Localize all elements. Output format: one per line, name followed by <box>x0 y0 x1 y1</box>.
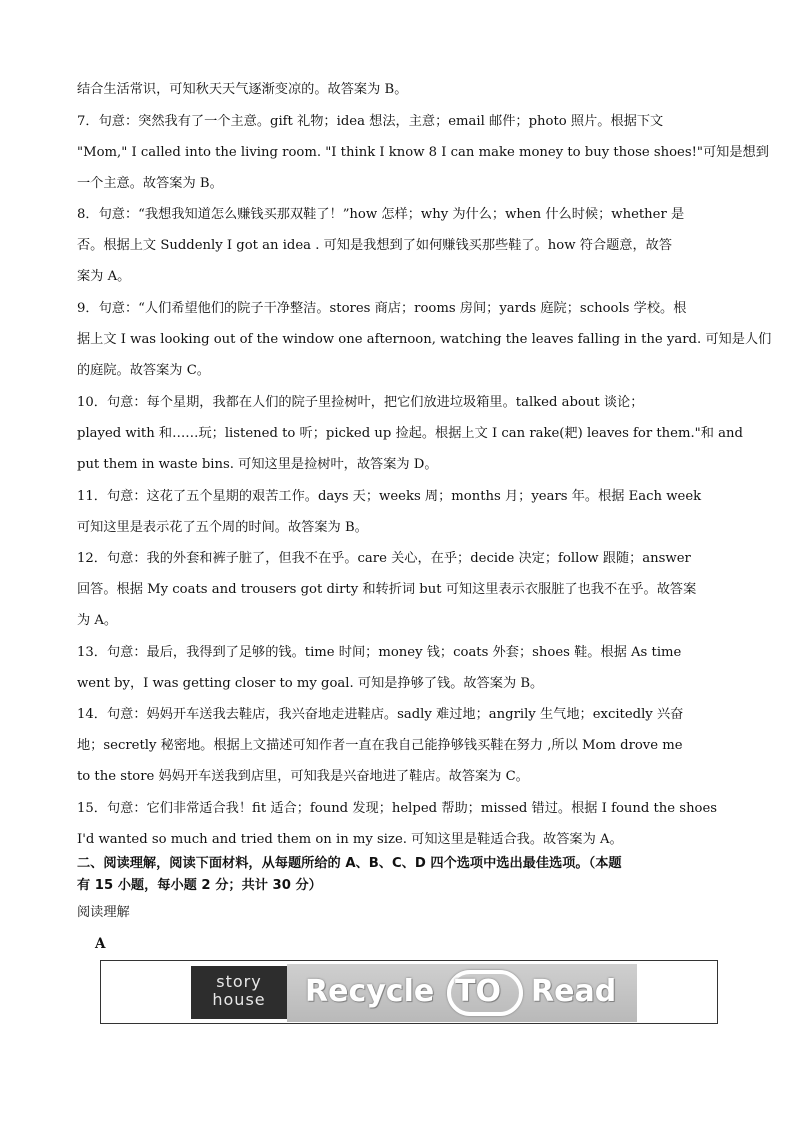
passage-letter: A <box>95 936 106 952</box>
paragraph-answer-11 <box>77 481 719 543</box>
text-line: 为 A。 <box>77 613 118 628</box>
text-line: 结合生活常识，可知秋天天气逐渐变凉的。故答案为 B。 <box>77 82 408 97</box>
text-line: went by，I was getting closer to my goal. 可知是挣够了钱。故答案为 B。 <box>77 676 544 691</box>
text-line: played with 和……玩；listened to 听；picked up 捡起。根据上文 I can rake(耙) leaves for them."和 and <box>77 426 743 441</box>
text-line: 的庭院。故答案为 C。 <box>77 363 210 378</box>
paragraph-answer-8 <box>77 199 719 292</box>
text-line: 10．句意：每个星期，我都在人们的院子里捡树叶，把它们放进垃圾箱里。talked about 谈论； <box>77 395 644 410</box>
paragraph-answer-14 <box>77 699 719 792</box>
paragraph-answer-15 <box>77 793 719 855</box>
text-line: 12．句意：我的外套和裤子脏了，但我不在乎。care 关心，在乎；decide 决定；follow 跟随；answer <box>77 551 691 566</box>
paragraph-answer-10 <box>77 387 743 480</box>
recycle-to-read-banner <box>100 960 718 1024</box>
text-line: I'd wanted so much and tried them on in my size. 可知这里是鞋适合我。故答案为 A。 <box>77 832 623 847</box>
banner-word-recycle: Recycle <box>305 974 435 1009</box>
text-line: 地；secretly 秘密地。根据上文描述可知作者一直在我自己能挣够钱买鞋在努力 ,所以 Mom drove me <box>77 738 683 753</box>
text-line: 11．句意：这花了五个星期的艰苦工作。days 天；weeks 周；months 月；years 年。根据 Each week <box>77 489 702 504</box>
paragraph-answer-12 <box>77 543 719 636</box>
section-heading <box>77 853 727 897</box>
paragraph-answer-7 <box>77 106 769 199</box>
banner-word-read: Read <box>531 974 617 1009</box>
banner-graphic <box>287 964 637 1022</box>
section-sub-label: 阅读理解 <box>77 905 130 920</box>
text-line: 据上文 I was looking out of the window one afternoon, watching the leaves falling in the yard. 可知是人们 <box>77 332 772 347</box>
text-line: to the store 妈妈开车送我到店里，可知我是兴奋地进了鞋店。故答案为 C。 <box>77 769 529 784</box>
text-line: put them in waste bins. 可知这里是捡树叶，故答案为 D。 <box>77 457 438 472</box>
text-line: 可知这里是表示花了五个周的时间。故答案为 B。 <box>77 520 368 535</box>
banner-word-to: TO <box>455 974 501 1009</box>
paragraph-answer-9 <box>77 293 772 386</box>
text-line: 14．句意：妈妈开车送我去鞋店，我兴奋地走进鞋店。sadly 难过地；angrily 生气地；excitedly 兴奋 <box>77 707 684 722</box>
text-line: 否。根据上文 Suddenly I got an idea . 可知是我想到了如何赚钱买那些鞋了。how 符合题意，故答 <box>77 238 673 253</box>
text-line: "Mom," I called into the living room. "I think I know 8 I can make money to buy those shoes!"可知是想到 <box>77 145 769 160</box>
text-line: 一个主意。故答案为 B。 <box>77 176 223 191</box>
text-line: 9．句意：“人们希望他们的院子干净整洁。stores 商店；rooms 房间；yards 庭院；schools 学校。根 <box>77 301 687 316</box>
paragraph-answer-13 <box>77 637 719 699</box>
text-line: 案为 A。 <box>77 269 131 284</box>
logo-text: house <box>212 990 266 1009</box>
logo-text: story <box>216 972 262 991</box>
text-line: 7．句意：突然我有了一个主意。gift 礼物；idea 想法，主意；email 邮件；photo 照片。根据下文 <box>77 114 664 129</box>
text-line: 8．句意：“我想我知道怎么赚钱买那双鞋了！”how 怎样；why 为什么；when 什么时候；whether 是 <box>77 207 685 222</box>
text-line: 15．句意：它们非常适合我！fit 适合；found 发现；helped 帮助；missed 错过。根据 I found the shoes <box>77 801 718 816</box>
section-heading-line: 有 15 小题，每小题 2 分；共计 30 分） <box>77 878 322 893</box>
section-heading-line: 二、阅读理解，阅读下面材料，从每题所给的 A、B、C、D 四个选项中选出最佳选项。（本题 <box>77 856 622 871</box>
paragraph-answer-6-tail <box>77 74 719 105</box>
story-house-logo <box>191 966 287 1019</box>
text-line: 回答。根据 My coats and trousers got dirty 和转折词 but 可知这里表示衣服脏了也我不在乎。故答案 <box>77 582 697 597</box>
text-line: 13．句意：最后，我得到了足够的钱。time 时间；money 钱；coats 外套；shoes 鞋。根据 As time <box>77 645 682 660</box>
